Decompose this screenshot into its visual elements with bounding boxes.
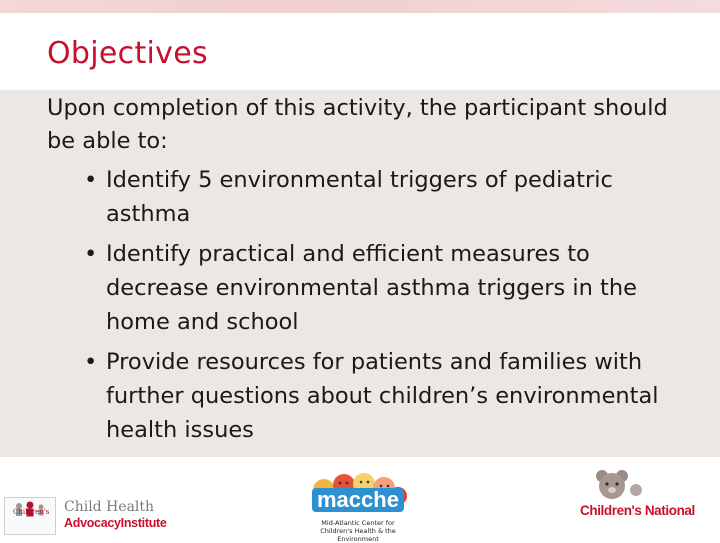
slide-title: Objectives [47,36,208,71]
objective-item-3 [0,345,720,447]
bullet-dot-icon: • [84,167,98,193]
intro-text: Upon completion of this activity, the participant should be able to: [47,95,668,154]
objective-text: Identify practical and efficient measures to decrease environmental asthma triggers in the home and school [106,241,637,335]
teddy-bear-icon [588,468,648,504]
childrens-emblem-icon [4,497,56,535]
child-health-advocacy-institute-logo [4,497,167,537]
childrens-national-wordmark: Children's National [580,503,695,518]
family-figures-icon [5,498,55,534]
objective-item-2 [0,237,720,339]
macche-logo [300,466,415,543]
macche-caption-line-2: Children's Health & the Environment [320,527,396,543]
objectives-list [0,163,720,453]
emblem-caption: Children's [13,508,50,516]
objective-text: Provide resources for patients and families with further questions about children’s environmental health issues [106,349,659,443]
bullet-dot-icon: • [84,349,98,375]
macche-caption-line-1: Mid-Atlantic Center for [321,519,395,527]
objective-item-1 [0,163,720,231]
objective-text: Identify 5 environmental triggers of pediatric asthma [106,167,613,227]
top-decorative-band [0,0,720,13]
macche-wordmark: macche [312,488,404,512]
childrens-national-logo [578,468,718,528]
logo-line-1: Child Health [64,499,155,515]
logo-line-2: AdvocacyInstitute [64,516,167,530]
bullet-dot-icon: • [84,241,98,267]
